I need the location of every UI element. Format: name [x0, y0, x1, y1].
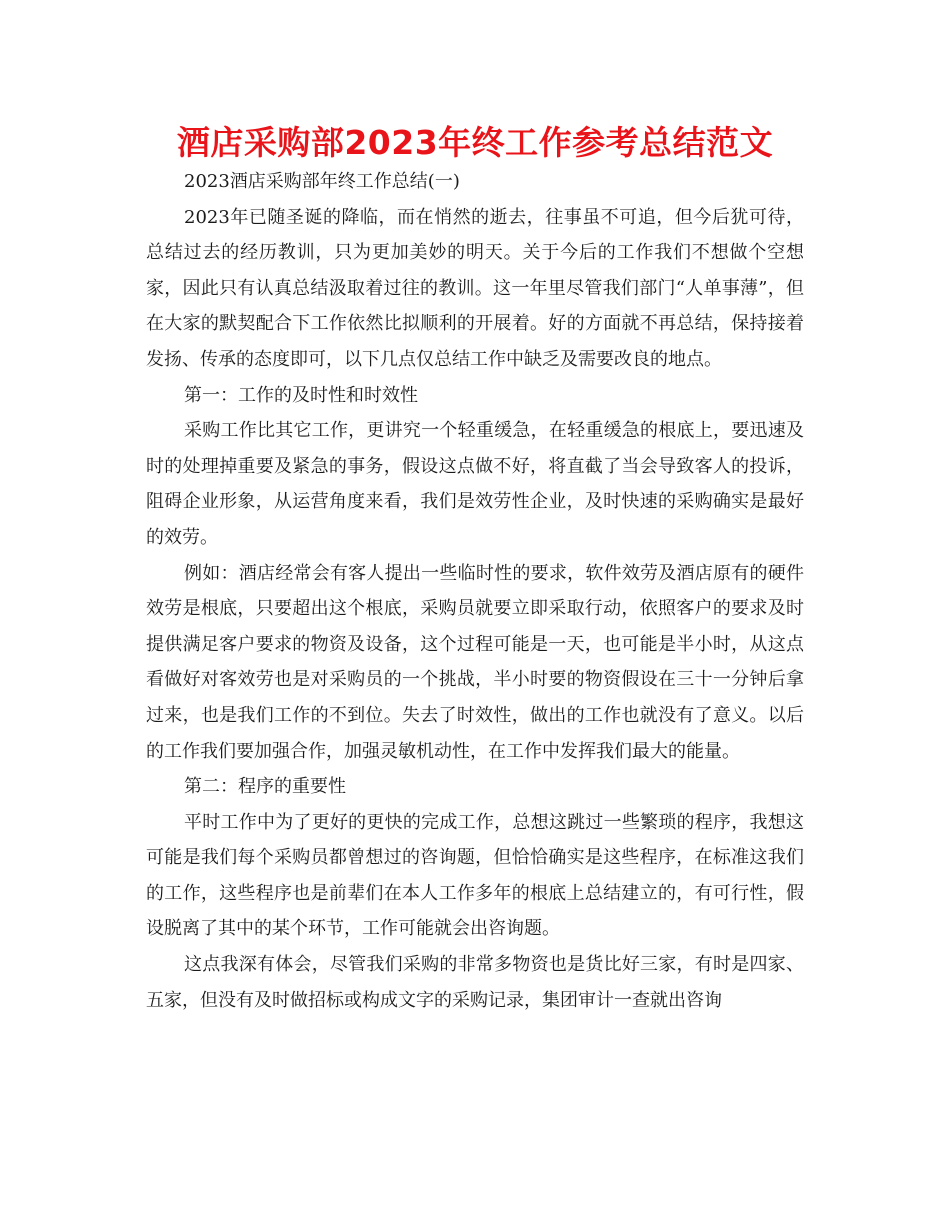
body-paragraph: 2023年已随圣诞的降临，而在悄然的逝去，往事虽不可追，但今后犹可待，总结过去的经历教训，只为更加美妙的明天。关于今后的工作我们不想做个空想家，因此只有认真总结汲取着过往的教训。这一年里尽管我们部门“人单事薄”，但在大家的默契配合下工作依然比拟顺利的开展着。好的方面就不再总结，保持接着发扬、传承的态度即可，以下几点仅总结工作中缺乏及需要改良的地点。: [146, 206, 804, 370]
section-heading: 第二：程序的重要性: [184, 776, 346, 798]
document-title: 酒店采购部2023年终工作参考总结范文: [176, 123, 774, 162]
document-body: [146, 164, 804, 1018]
body-paragraph: 平时工作中为了更好的更快的完成工作，总想这跳过一些繁琐的程序，我想这可能是我们每个采购员都曾想过的咨询题，但恰恰确实是这些程序，在标准这我们的工作，这些程序也是前辈们在本人工作多年的根底上总结建立的，有可行性，假设脱离了其中的某个环节，工作可能就会出咨询题。: [146, 811, 804, 940]
section-heading: 2023酒店采购部年终工作总结(一): [184, 171, 460, 192]
body-paragraph: 例如：酒店经常会有客人提出一些临时性的要求，软件效劳及酒店原有的硬件效劳是根底，只要超出这个根底，采购员就要立即采取行动，依照客户的要求及时提供满足客户要求的物资及设备，这个过程可能是一天，也可能是半小时，从这点看做好对客效劳也是对采购员的一个挑战，半小时要的物资假设在三十一分钟后拿过来，也是我们工作的不到位。失去了时效性，做出的工作也就没有了意义。以后的工作我们要加强合作，加强灵敏机动性，在工作中发挥我们最大的能量。: [146, 562, 804, 762]
section-heading: 第一：工作的及时性和时效性: [184, 384, 418, 406]
body-paragraph: 采购工作比其它工作，更讲究一个轻重缓急，在轻重缓急的根底上，要迅速及时的处理掉重要及紧急的事务，假设这点做不好，将直截了当会导致客人的投诉，阻碍企业形象，从运营角度来看，我们是效劳性企业，及时快速的采购确实是最好的效劳。: [146, 420, 804, 548]
body-paragraph: 这点我深有体会，尽管我们采购的非常多物资也是货比好三家，有时是四家、五家，但没有及时做招标或构成文字的采购记录，集团审计一查就出咨询: [146, 954, 804, 1011]
